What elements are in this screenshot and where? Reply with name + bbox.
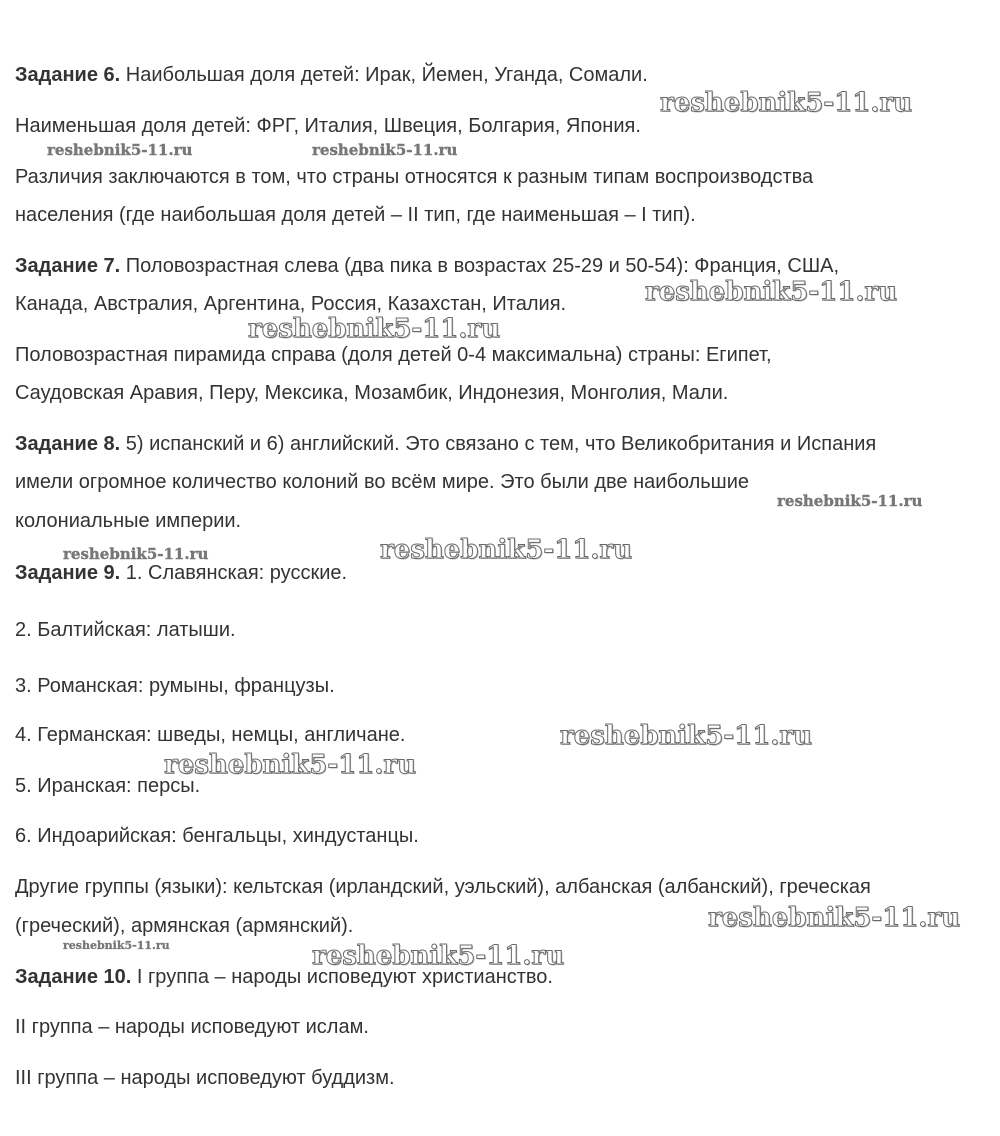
watermark: reshebnik5-11.ru (312, 141, 458, 159)
task-6-line-2: Наименьшая доля детей: ФРГ, Италия, Швеция, Болгария, Япония. (15, 115, 641, 137)
task-7-line-2: Канада, Австралия, Аргентина, Россия, Казахстан, Италия. (15, 293, 567, 315)
watermark: reshebnik5-11.ru (63, 939, 170, 952)
task-8-label: Задание 8. (15, 433, 121, 455)
task-6-label: Задание 6. (15, 64, 121, 86)
task-7-label: Задание 7. (15, 255, 121, 277)
task-9-line-8: (греческий), армянская (армянский). (15, 915, 354, 937)
task-10-label: Задание 10. (15, 966, 132, 988)
watermark: reshebnik5-11.ru (560, 721, 813, 751)
task-10-line-3: III группа – народы исповедуют буддизм. (15, 1067, 395, 1089)
task-9-line-2: 2. Балтийская: латыши. (15, 619, 236, 641)
watermark: reshebnik5-11.ru (645, 277, 898, 307)
watermark: reshebnik5-11.ru (708, 903, 961, 933)
task-6-text-1: Наибольшая доля детей: Ирак, Йемен, Уганда, Сомали. (120, 64, 648, 86)
task-8-line-1 (15, 432, 876, 456)
task-10-line-2: II группа – народы исповедуют ислам. (15, 1016, 369, 1038)
task-8-line-3: колониальные империи. (15, 510, 242, 532)
task-6-line-1 (15, 63, 648, 87)
task-7-text-1: Половозрастная слева (два пика в возрастах 25-29 и 50-54): Франция, США, (120, 255, 840, 277)
task-7-line-3: Половозрастная пирамида справа (доля детей 0-4 максимальна) страны: Египет, (15, 344, 772, 366)
task-9-line-6: 6. Индоарийская: бенгальцы, хиндустанцы. (15, 825, 419, 847)
watermark: reshebnik5-11.ru (380, 535, 633, 565)
task-8-line-2: имели огромное количество колоний во всём мире. Это были две наибольшие (15, 471, 750, 493)
task-9-line-1 (15, 561, 347, 585)
task-9-label: Задание 9. (15, 562, 121, 584)
watermark: reshebnik5-11.ru (312, 941, 565, 971)
task-7-line-4: Саудовская Аравия, Перу, Мексика, Мозамбик, Индонезия, Монголия, Мали. (15, 382, 729, 404)
task-9-line-7: Другие группы (языки): кельтская (ирландский, уэльский), албанская (албанский), греческая (15, 876, 871, 898)
task-6-line-4: населения (где наибольшая доля детей – II тип, где наименьшая – I тип). (15, 204, 696, 226)
task-7-line-1 (15, 254, 839, 278)
watermark: reshebnik5-11.ru (777, 492, 923, 510)
watermark: reshebnik5-11.ru (248, 314, 501, 344)
task-6-line-3: Различия заключаются в том, что страны относятся к разным типам воспроизводства (15, 166, 814, 188)
task-9-line-4: 4. Германская: шведы, немцы, англичане. (15, 724, 406, 746)
task-9-line-3: 3. Романская: румыны, французы. (15, 675, 335, 697)
watermark: reshebnik5-11.ru (63, 545, 209, 563)
task-8-text-1: 5) испанский и 6) английский. Это связано с тем, что Великобритания и Испания (120, 433, 877, 455)
task-9-text-1: 1. Славянская: русские. (120, 562, 348, 584)
watermark: reshebnik5-11.ru (47, 141, 193, 159)
watermark: reshebnik5-11.ru (164, 750, 417, 780)
watermark: reshebnik5-11.ru (660, 88, 913, 118)
task-10-text-1: I группа – народы исповедуют христианство. (131, 966, 553, 988)
task-9-line-5: 5. Иранская: персы. (15, 775, 201, 797)
